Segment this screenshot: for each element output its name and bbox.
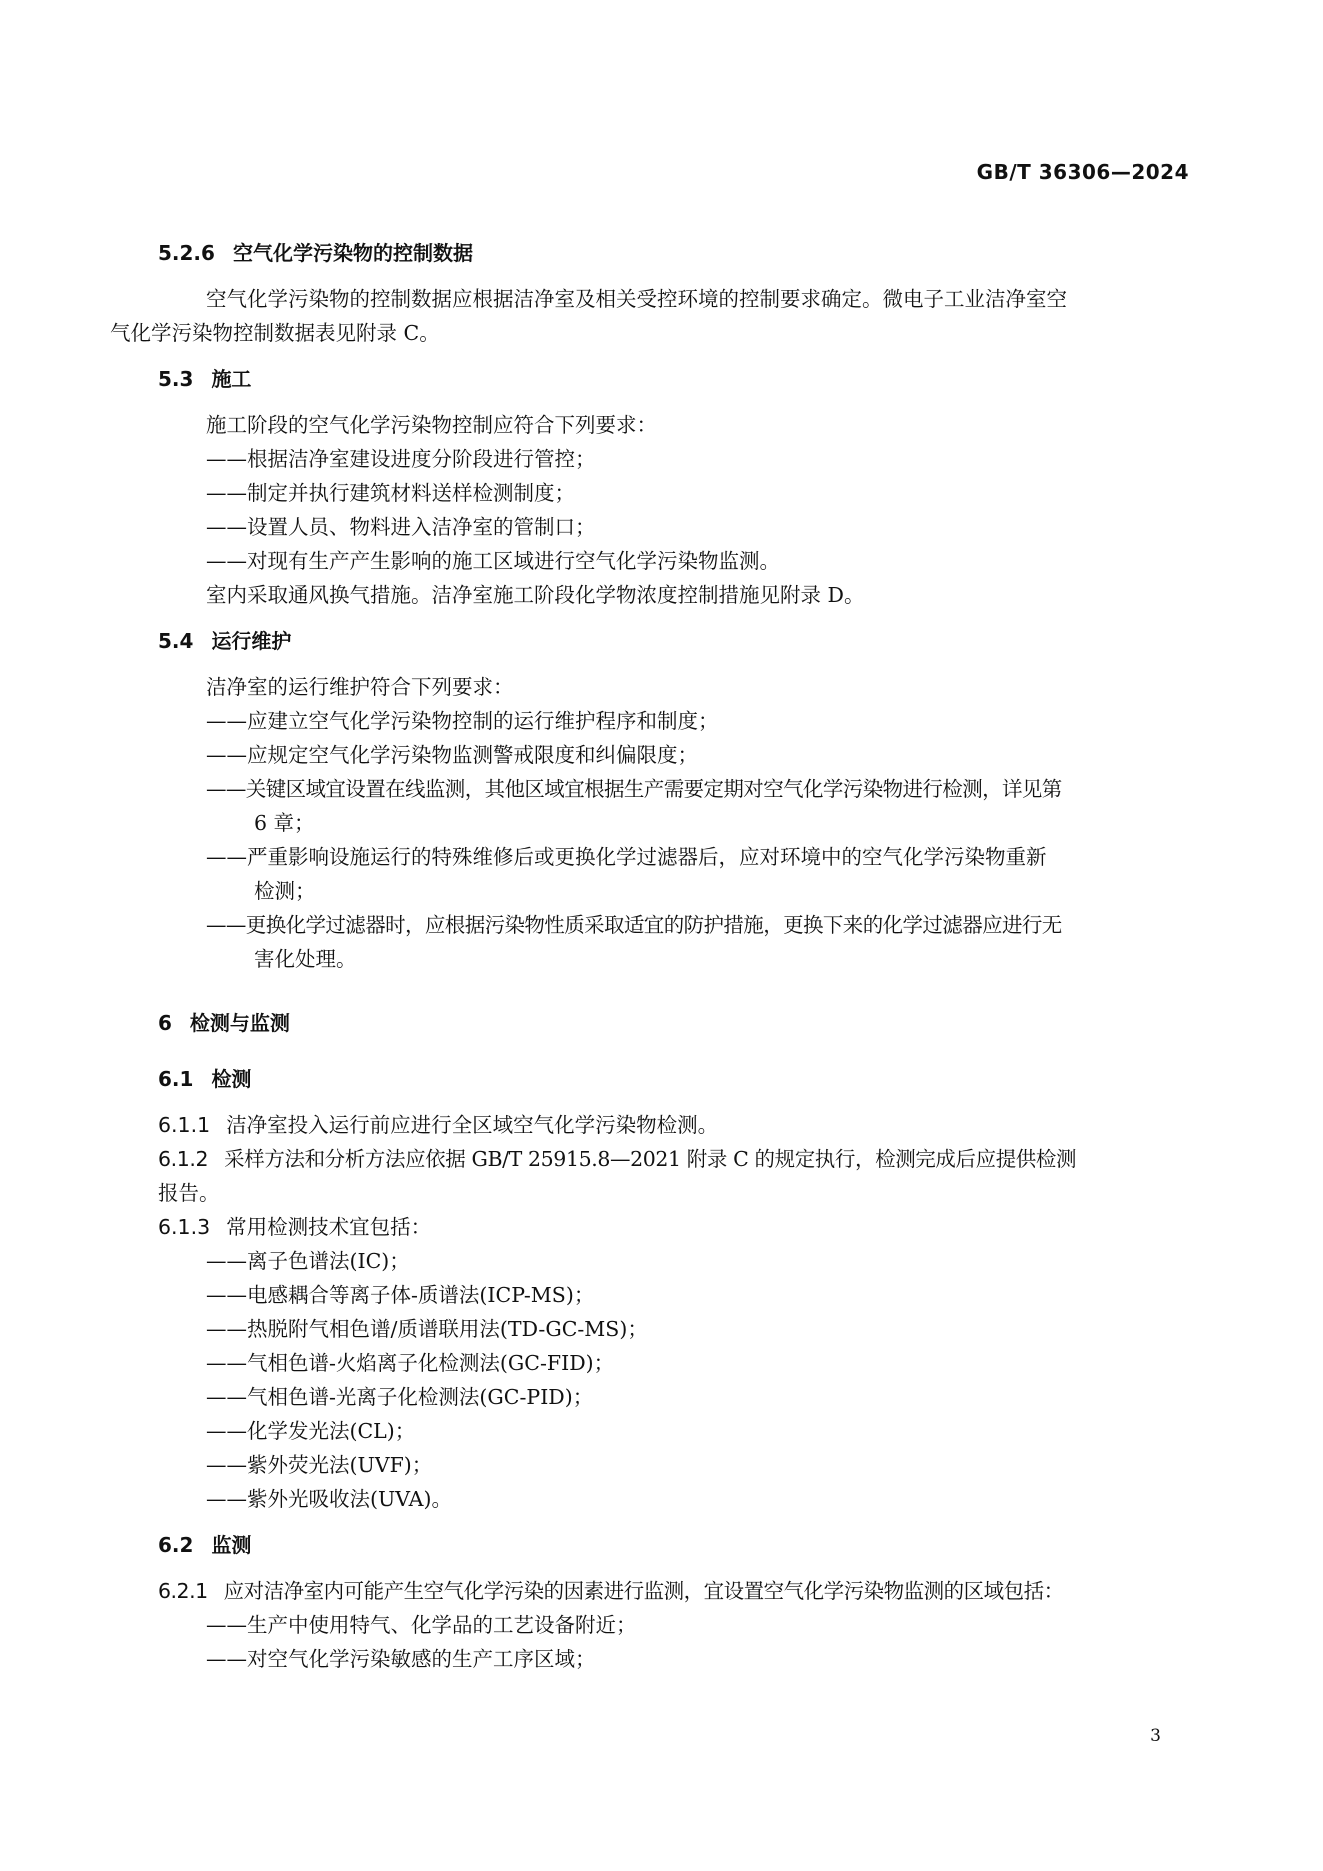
list-item: ——制定并执行建筑材料送样检测制度；	[206, 481, 575, 505]
heading-6-2	[158, 1528, 1190, 1562]
list-item: ——气相色谱-火焰离子化检测法(GC-FID)；	[206, 1351, 615, 1375]
clause-number: 6.1.3	[158, 1215, 211, 1239]
standard-code: GB/T 36306—2024	[976, 160, 1189, 184]
paragraph-line: 空气化学污染物的控制数据应根据洁净室及相关受控环境的控制要求确定。微电子工业洁净室空	[206, 287, 1067, 311]
heading-5-3	[158, 362, 1190, 396]
paragraph-closing: 室内采取通风换气措施。洁净室施工阶段化学物浓度控制措施见附录 D。	[206, 583, 865, 607]
clause-text: 洁净室投入运行前应进行全区域空气化学污染物检测。	[226, 1113, 719, 1137]
section-number: 5.3	[158, 367, 194, 391]
clause-number: 6.2.1	[158, 1579, 208, 1603]
clause-text: 常用检测技术宜包括：	[226, 1215, 432, 1239]
list-item: ——离子色谱法(IC)；	[206, 1249, 410, 1273]
list-item: ——设置人员、物料进入洁净室的管制口；	[206, 515, 596, 539]
clause-text: 应对洁净室内可能产生空气化学污染的因素进行监测，宜设置空气化学污染物监测的区域包括：	[223, 1579, 1064, 1603]
clause-text: 采样方法和分析方法应依据 GB/T 25915.8—2021 附录 C 的规定执行，检测完成后应提供检测	[224, 1147, 1077, 1171]
list-item-text: ——严重影响设施运行的特殊维修后或更换化学过滤器后，应对环境中的空气化学污染物重新	[206, 845, 1047, 869]
heading-5-4	[158, 624, 1190, 658]
list-item: ——化学发光法(CL)；	[206, 1419, 416, 1443]
clause-continuation: 报告。	[158, 1181, 220, 1205]
list-item-continuation: 害化处理。	[254, 947, 357, 971]
clause-number: 6.1.2	[158, 1147, 209, 1171]
clause-number: 6.1.1	[158, 1113, 211, 1137]
paragraph-line: 气化学污染物控制数据表见附录 C。	[110, 321, 440, 345]
list-item	[158, 704, 1190, 738]
chapter-title: 检测与监测	[189, 1011, 290, 1035]
paragraph-intro: 洁净室的运行维护符合下列要求：	[206, 675, 514, 699]
heading-5-2-6	[158, 236, 1190, 270]
section-number: 5.2.6	[158, 241, 215, 265]
list-item: ——生产中使用特气、化学品的工艺设备附近；	[206, 1613, 637, 1637]
paragraph-intro: 施工阶段的空气化学污染物控制应符合下列要求：	[206, 413, 657, 437]
section-number: 6.1	[158, 1067, 194, 1091]
clause-6-1-3	[158, 1210, 1190, 1244]
clause-6-2-1	[158, 1574, 1190, 1608]
list-item	[158, 772, 1190, 840]
section-title: 空气化学污染物的控制数据	[232, 241, 473, 265]
list-item-continuation: 检测；	[254, 879, 316, 903]
list-item: ——对现有生产产生影响的施工区域进行空气化学污染物监测。	[206, 549, 780, 573]
heading-6-1	[158, 1062, 1190, 1096]
list-item	[158, 908, 1190, 976]
section-number: 6.2	[158, 1533, 194, 1557]
section-title: 运行维护	[211, 629, 292, 653]
heading-6	[158, 1006, 1190, 1040]
page-number: 3	[1150, 1726, 1161, 1746]
section-title: 施工	[211, 367, 252, 391]
list-item	[158, 738, 1190, 772]
list-item	[158, 840, 1190, 908]
document-body	[110, 236, 1190, 1676]
section-title: 监测	[211, 1533, 252, 1557]
list-item: ——根据洁净室建设进度分阶段进行管控；	[206, 447, 596, 471]
list-item-text: ——应建立空气化学污染物控制的运行维护程序和制度；	[206, 709, 719, 733]
list-item: ——热脱附气相色谱/质谱联用法(TD-GC-MS)；	[206, 1317, 648, 1341]
list-item-text: ——应规定空气化学污染物监测警戒限度和纠偏限度；	[206, 743, 698, 767]
clause-6-1-2	[158, 1142, 1190, 1176]
list-item-text: ——更换化学过滤器时，应根据污染物性质采取适宜的防护措施，更换下来的化学过滤器应进行无	[206, 913, 1062, 937]
list-item: ——紫外光吸收法(UVA)。	[206, 1487, 452, 1511]
list-item-continuation: 6 章；	[254, 811, 315, 835]
clause-6-1-1	[158, 1108, 1190, 1142]
section-number: 5.4	[158, 629, 194, 653]
paragraph-5-2-6	[110, 282, 1190, 350]
list-item: ——气相色谱-光离子化检测法(GC-PID)；	[206, 1385, 594, 1409]
list-item: ——紫外荧光法(UVF)；	[206, 1453, 433, 1477]
list-item: ——电感耦合等离子体-质谱法(ICP-MS)；	[206, 1283, 595, 1307]
list-item-text: ——关键区域宜设置在线监测，其他区域宜根据生产需要定期对空气化学污染物进行检测，详见第	[206, 777, 1062, 801]
list-item: ——对空气化学污染敏感的生产工序区域；	[206, 1647, 596, 1671]
section-title: 检测	[211, 1067, 252, 1091]
chapter-number: 6	[158, 1011, 172, 1035]
